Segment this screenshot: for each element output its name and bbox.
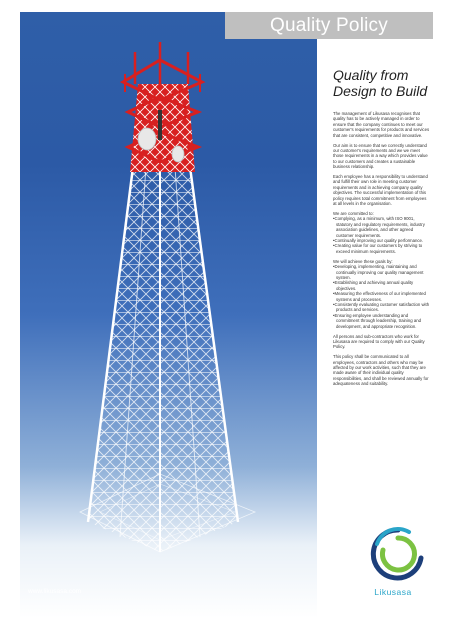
policy-text-panel (317, 39, 433, 618)
list-item: • Ensuring employee understanding and commitment through leadership, training and development, and appropriate recognition. (333, 313, 431, 329)
title-bar (225, 12, 433, 39)
website-url: www.likusasa.com (28, 588, 82, 595)
logo-wordmark: Likusasa (374, 587, 412, 597)
list-item: • Developing, implementing, maintaining and continually improving our quality management system. (333, 264, 431, 280)
tower-top-red (123, 42, 202, 172)
aim-paragraph: Our aim is to ensure that we correctly understand our customer's requirements and we we meet those requirements in a way which provides value to our customers and creates a sustainable business relationship. (333, 142, 428, 170)
contractors-paragraph: All persons and sub-contractors who work for Likusasa are required to comply with our Quality Policy. (333, 333, 425, 350)
tower-body (88, 167, 238, 552)
list-item: • Consistently evaluating customer satisfaction with products and services. (333, 302, 431, 313)
intro-paragraph: The management of Likusasa recognises that quality has to be actively managed in order to ensure that the company continues to meet our customer's requirements for products and services that are consistent, competitive and innovative. (333, 111, 430, 138)
list-item: • Establishing and achieving annual quality objectives. (333, 280, 431, 291)
goals-list (333, 264, 431, 329)
list-item: • Measuring the effectiveness of our implemented systems and processes. (333, 291, 431, 302)
list-item: • Creating value for our customers by striving to exceed minimum requirements. (333, 243, 431, 254)
tower-image-panel (20, 12, 317, 618)
tower-illustration (20, 12, 317, 618)
likusasa-logo-icon (369, 524, 427, 584)
policy-heading (333, 67, 433, 99)
list-item: • Complying, as a minimum, with ISO 9001, statutory and regulatory requirements, industry association guidelines, and other agreed customer requirements. (333, 216, 431, 238)
committed-list (333, 216, 431, 254)
policy-body (333, 111, 431, 391)
goals-intro: We will achieve these goals by: (333, 258, 393, 264)
poster (20, 12, 433, 618)
list-item: • Continually improving our quality performance. (333, 238, 431, 243)
heading-line-1: Quality from (333, 67, 409, 83)
heading-line-2: Design to Build (333, 83, 428, 99)
page-title: Quality Policy (270, 15, 388, 36)
committed-intro: We are committed to: (333, 211, 374, 216)
communication-paragraph: This policy shall be communicated to all employees, contractors and others who may be affected by our work activities, such that they are made aware of their individual quality responsibilities, and shall be reviewed annually for adequateness and suitability. (333, 354, 429, 387)
responsibility-paragraph: Each employee has a responsibility to understand and fulfill their own role in meeting customer requirements and in achieving company quality objectives. The successful implementation of this policy requires total commitment from employees at all levels in the organisation. (333, 174, 428, 207)
